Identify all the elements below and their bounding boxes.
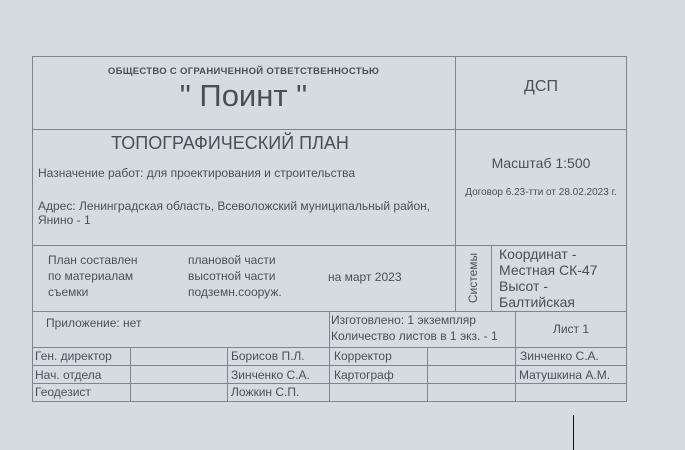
copies-note: Изготовлено: 1 экземпляр [331, 313, 476, 327]
survey-basis-3: съемки [48, 285, 89, 299]
survey-part-2: высотной части [188, 269, 276, 283]
org-name: " Поинт " [179, 78, 308, 113]
sheets-count: Количество листов в 1 экз. - 1 [331, 329, 498, 343]
grid-line [427, 347, 428, 402]
text-cursor [573, 415, 574, 450]
coords-line-1: Координат - [499, 246, 577, 262]
plan-address-cont: Янино - 1 [38, 213, 91, 227]
sig-role: Корректор [334, 349, 392, 363]
access-label: ДСП [524, 78, 558, 95]
grid-line [227, 347, 228, 402]
survey-part-1: плановой части [188, 253, 276, 267]
plan-contract: Договор 6.23-тти от 28.02.2023 г. [465, 187, 617, 198]
coords-line-3: Высот - [499, 278, 548, 294]
grid-line [32, 129, 627, 130]
coords-line-4: Балтийская [499, 294, 575, 310]
survey-basis-2: по материалам [48, 269, 134, 283]
sig-role: Геодезист [35, 385, 91, 399]
sig-name: Матушкина А.М. [519, 368, 611, 382]
sig-name: Ложкин С.П. [231, 385, 300, 399]
survey-date: на март 2023 [328, 270, 402, 284]
plan-title: ТОПОГРАФИЧЕСКИЙ ПЛАН [111, 133, 349, 153]
survey-basis-1: План составлен [48, 253, 138, 267]
plan-address: Адрес: Ленинградская область, Всеволожский муниципальный район, [38, 199, 431, 213]
sig-role: Нач. отдела [35, 368, 102, 382]
appendix-note: Приложение: нет [46, 316, 142, 330]
grid-line [130, 347, 131, 402]
coords-line-2: Местная СК-47 [499, 262, 598, 278]
grid-line [491, 245, 492, 311]
grid-line [329, 311, 330, 402]
sig-name: Зинченко С.А. [231, 368, 310, 382]
survey-part-3: подземн.сооруж. [188, 285, 282, 299]
systems-label: Системы [466, 252, 480, 304]
plan-scale: Масштаб 1:500 [491, 155, 591, 171]
sig-role: Ген. директор [35, 349, 112, 363]
sig-name: Борисов П.Л. [231, 349, 305, 363]
sig-name: Зинченко С.А. [520, 349, 599, 363]
plan-purpose: Назначение работ: для проектирования и строительства [38, 166, 356, 180]
org-type: ОБЩЕСТВО С ОГРАНИЧЕННОЙ ОТВЕТСТВЕННОСТЬЮ [107, 66, 380, 77]
sig-role: Картограф [334, 368, 394, 382]
sheet-number: Лист 1 [552, 322, 590, 336]
